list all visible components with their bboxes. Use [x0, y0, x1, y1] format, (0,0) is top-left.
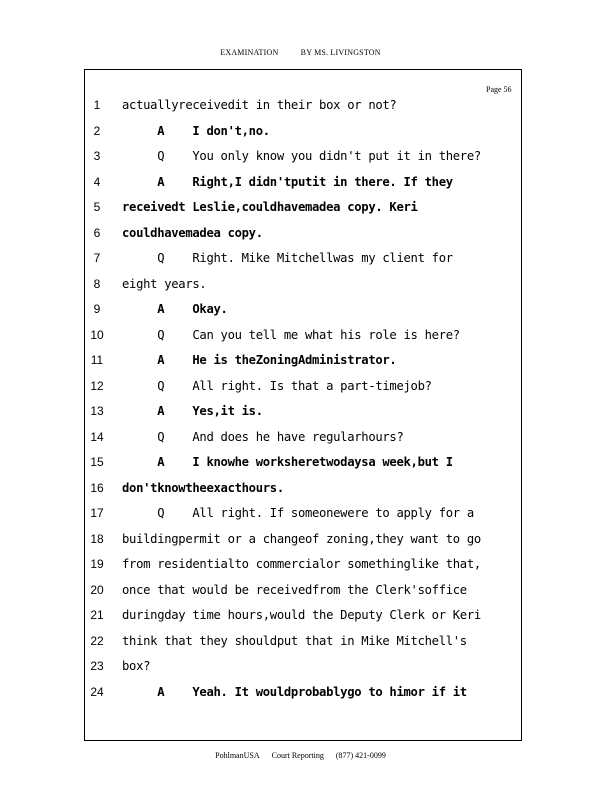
- page-footer: [0, 751, 601, 760]
- answer-line: A Yeah. It wouldprobablygo to himor if it: [122, 684, 467, 699]
- transcript-line: Q You only know you didn't put it in there?: [122, 149, 481, 163]
- answer-line: A I knowhe worksheretwodaysa week,but I: [122, 455, 453, 469]
- line-number: 20: [90, 582, 104, 597]
- footer-company: PohlmanUSA: [215, 751, 260, 760]
- line-number: 6: [93, 225, 101, 240]
- line-number: 12: [90, 378, 104, 393]
- answer-line: A Yes,it is.: [122, 404, 263, 418]
- line-number: 14: [90, 429, 104, 444]
- answer-line: A He is theZoningAdministrator.: [122, 353, 397, 367]
- line-number: 8: [93, 276, 101, 291]
- line-number: 4: [93, 174, 101, 189]
- line-number: 10: [90, 327, 104, 342]
- answer-line: A Right,I didn'tputit in there. If they: [122, 174, 453, 189]
- transcript-line: buildingpermit or a changeof zoning,they want to go: [122, 531, 481, 546]
- line-number: 24: [90, 684, 104, 699]
- line-number: 2: [93, 123, 101, 138]
- transcript-line: eight years.: [122, 276, 207, 291]
- line-number: 3: [93, 149, 101, 163]
- line-number: 16: [90, 480, 104, 495]
- line-number: 23: [90, 659, 104, 673]
- transcript-line: Q Right. Mike Mitchellwas my client for: [122, 251, 453, 265]
- transcript-line: Q Can you tell me what his role is here?: [122, 327, 460, 342]
- line-number: 1: [93, 98, 101, 112]
- transcript-line: think that they shouldput that in Mike Mitchell's: [122, 633, 467, 648]
- answer-line: A I don't,no.: [122, 123, 270, 138]
- page-header: [0, 48, 601, 57]
- line-number: 18: [90, 531, 104, 546]
- line-number: 17: [90, 506, 104, 520]
- answer-line: couldhavemadea copy.: [122, 225, 263, 240]
- line-number: 5: [93, 200, 101, 214]
- line-number: 15: [90, 455, 104, 469]
- transcript-line: from residentialto commercialor somethinglike that,: [122, 557, 481, 571]
- transcript-line: actuallyreceivedit in their box or not?: [122, 98, 397, 112]
- transcript-line: Q And does he have regularhours?: [122, 429, 404, 444]
- footer-service: Court Reporting: [271, 751, 324, 760]
- line-number: 7: [93, 251, 101, 265]
- line-number: 19: [90, 557, 104, 571]
- transcript-line: once that would be receivedfrom the Clerk'soffice: [122, 582, 467, 597]
- transcript-line: Q All right. Is that a part-timejob?: [122, 378, 432, 393]
- line-number: 21: [90, 608, 104, 622]
- page-number: Page 56: [486, 85, 512, 94]
- answer-line: don'tknowtheexacthours.: [122, 480, 284, 495]
- line-number: 11: [90, 353, 104, 367]
- transcript-line: Q All right. If someonewere to apply for a: [122, 506, 474, 520]
- header-section: EXAMINATION: [220, 48, 279, 57]
- answer-line: receivedt Leslie,couldhavemadea copy. Keri: [122, 200, 418, 214]
- transcript-line: duringday time hours,would the Deputy Clerk or Keri: [122, 608, 481, 622]
- answer-line: A Okay.: [122, 302, 228, 316]
- header-examiner: BY MS. LIVINGSTON: [300, 48, 381, 57]
- line-number: 22: [90, 633, 104, 648]
- line-number: 9: [93, 302, 101, 316]
- footer-phone: (877) 421-0099: [335, 751, 386, 760]
- line-number: 13: [90, 404, 104, 418]
- transcript-line: box?: [122, 659, 151, 673]
